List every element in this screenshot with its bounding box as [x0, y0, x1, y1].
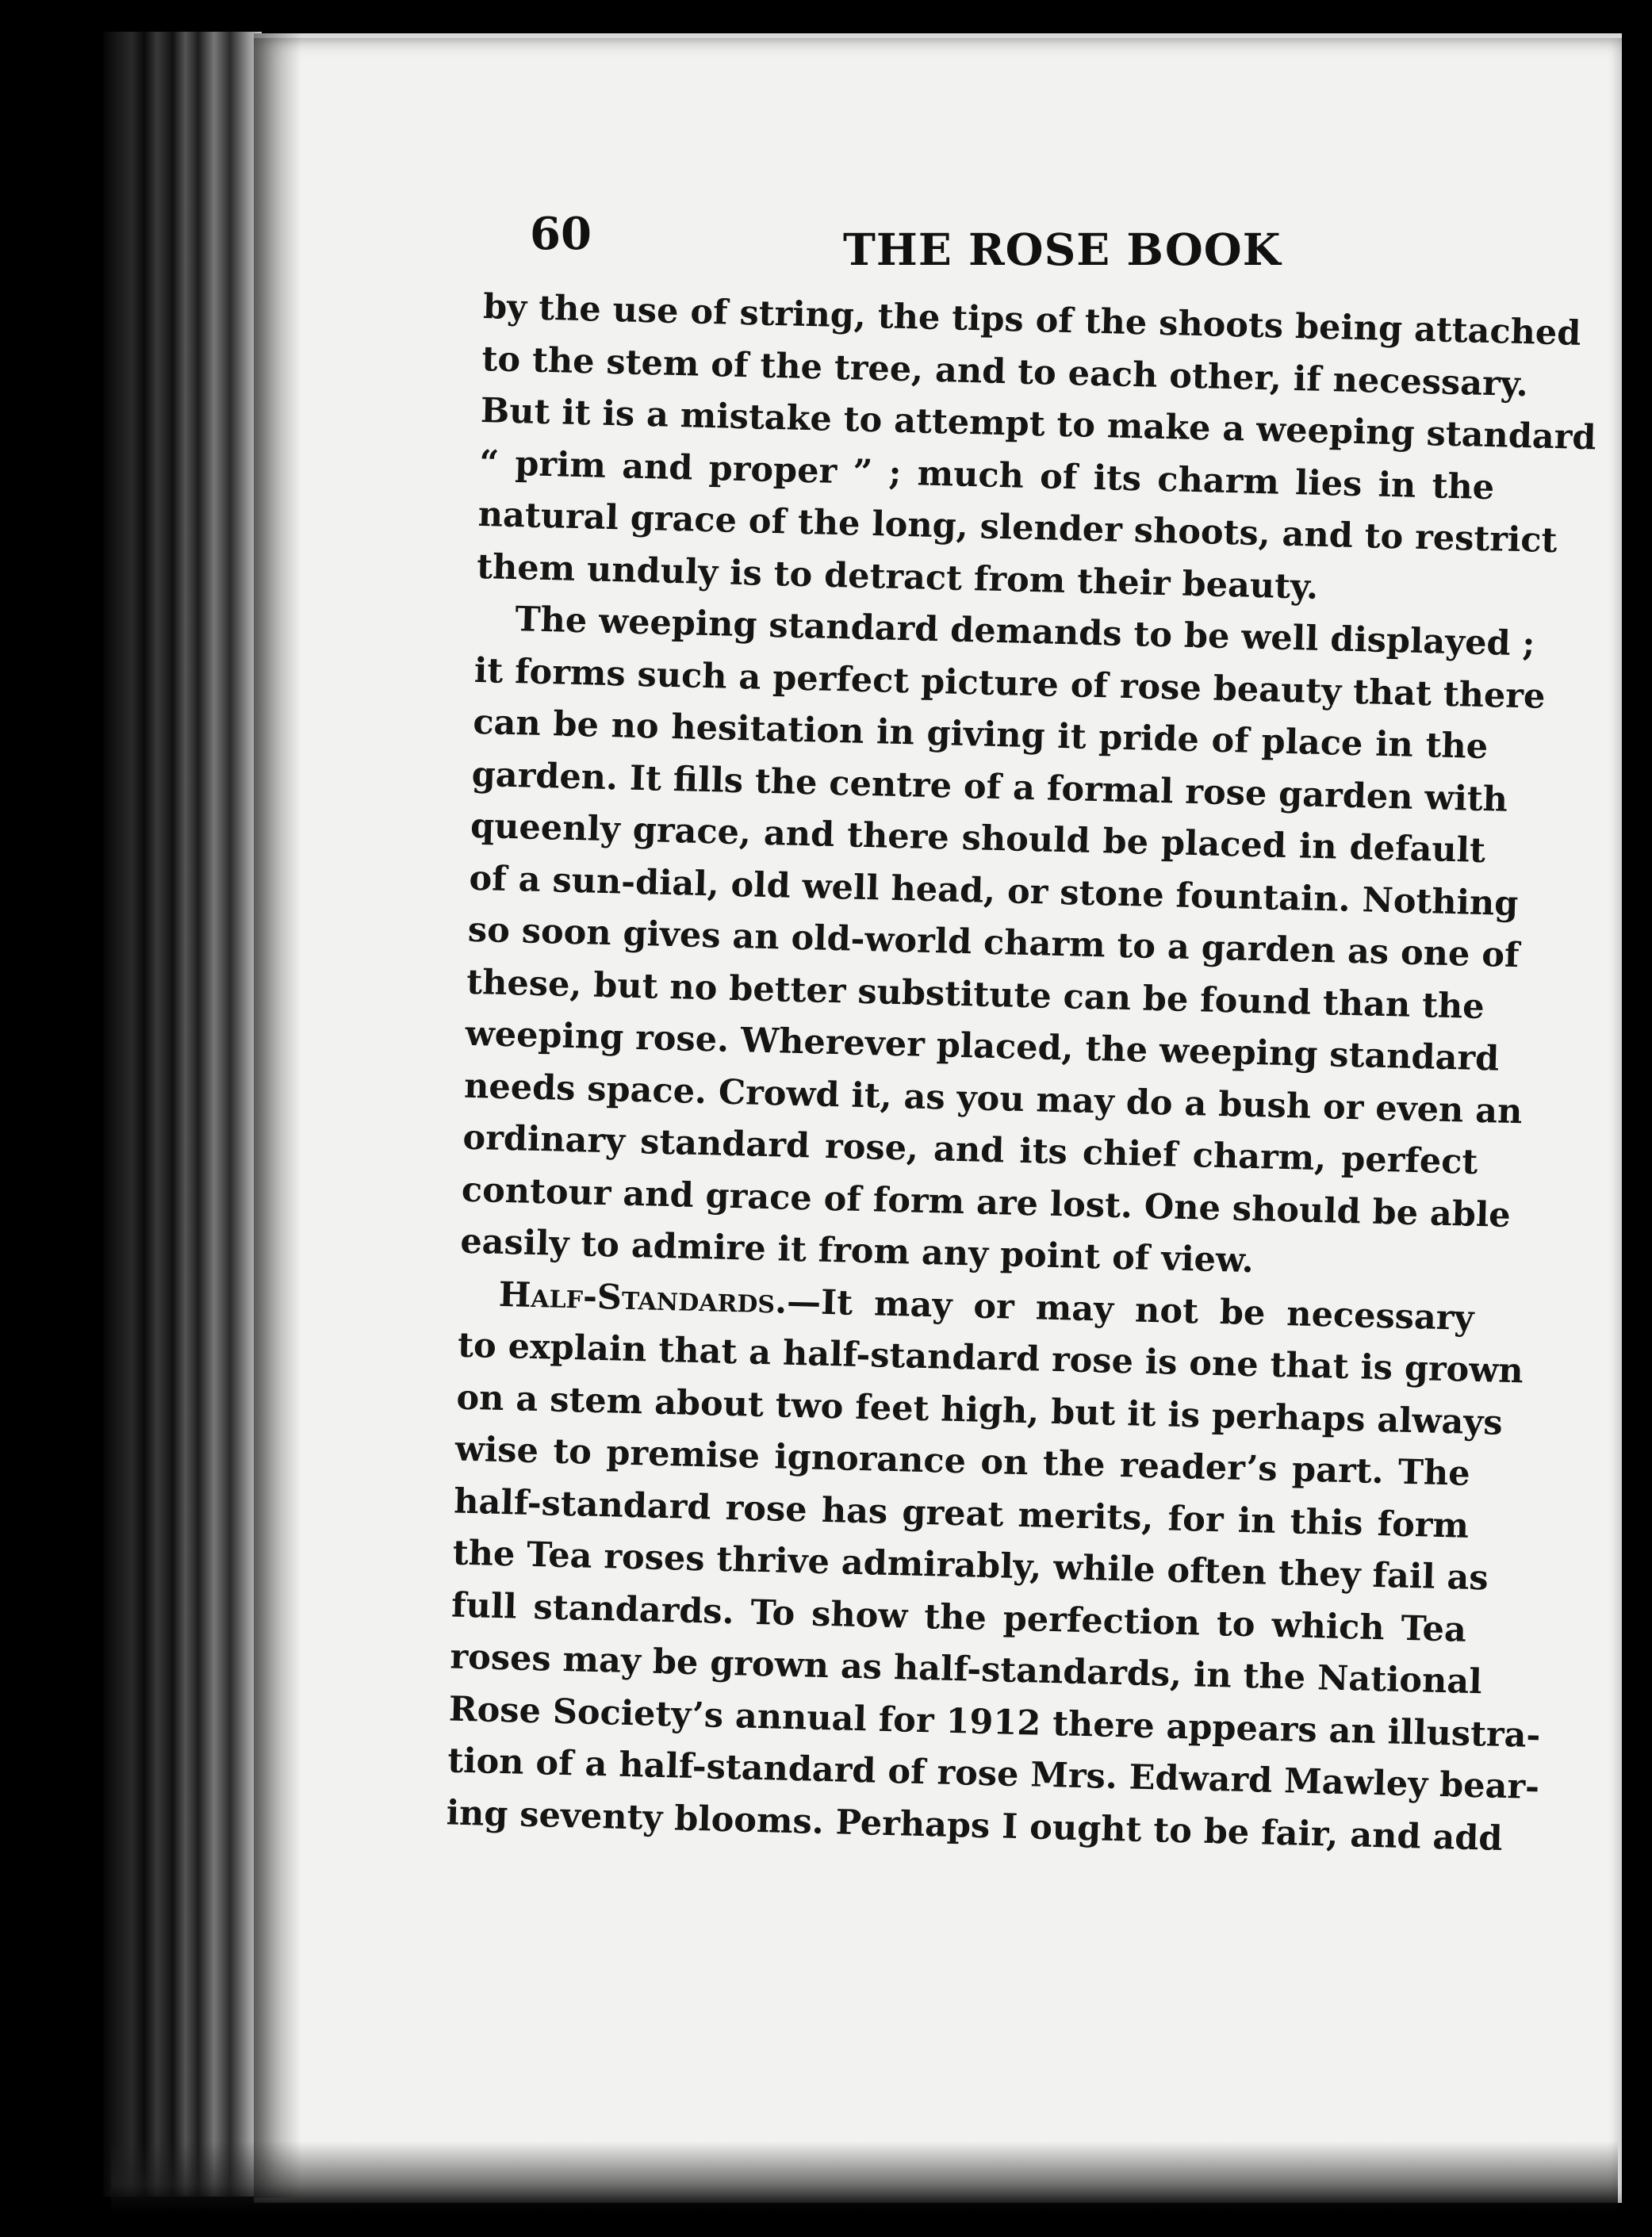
- text-line: of a sun-dial, old well head, or stone fountain. Nothing: [469, 858, 1519, 924]
- text-line: Rose Society’s annual for 1912 there appears an illustra-: [448, 1688, 1541, 1756]
- text-line: by the use of string, the tips of the shoots being attached: [482, 286, 1581, 354]
- text-line: tion of a half-standard of rose Mrs. Edward Mawley bear-: [447, 1741, 1540, 1808]
- text-line: on a stem about two feet high, but it is perhaps always: [456, 1377, 1504, 1443]
- text-line: contour and grace of form are lost. One should be able: [461, 1170, 1512, 1235]
- text-line: garden. It fills the centre of a formal rose garden with: [471, 754, 1508, 820]
- book-page-edges: [103, 32, 262, 2197]
- text-line: easily to admire it from any point of view.: [459, 1221, 1255, 1281]
- text-line: the Tea roses thrive admirably, while often they fail as: [452, 1533, 1489, 1599]
- section-heading: Half-Standards.: [498, 1274, 788, 1322]
- text-line: to the stem of the tree, and to each other, if necessary.: [481, 339, 1529, 404]
- spine-shadow: [254, 33, 301, 2198]
- text-line: it forms such a perfect picture of rose beauty that there: [473, 650, 1546, 717]
- body-text: [446, 282, 1597, 1864]
- scan-border-bottom: [111, 2141, 1618, 2212]
- text-line: The weeping standard demands to be well displayed ;: [514, 599, 1536, 665]
- text-line: these, but no better substitute can be found than the: [466, 962, 1485, 1027]
- text-line: “ prim and proper ” ; much of its charm lies in the: [478, 442, 1495, 508]
- text-line: needs space. Crowd it, as you may do a bush or even an: [463, 1066, 1523, 1132]
- text-line: weeping rose. Wherever placed, the weeping standard: [465, 1013, 1500, 1079]
- page-number: 60: [530, 208, 592, 260]
- text-line: natural grace of the long, slender shoots, and to restrict: [477, 494, 1558, 561]
- text-line: ordinary standard rose, and its chief charm, perfect: [462, 1117, 1478, 1182]
- text-line: roses may be grown as half-standards, in the National: [449, 1637, 1483, 1703]
- page-header: [530, 208, 1499, 295]
- text-line: queenly grace, and there should be placed in default: [470, 806, 1486, 871]
- text-line: But it is a mistake to attempt to make a weeping standard: [480, 390, 1597, 458]
- text-span: —It may or may not be necessary: [786, 1281, 1475, 1339]
- text-line: to explain that a half-standard rose is one that is grown: [457, 1325, 1524, 1392]
- text-line: half-standard rose has great merits, for in this form: [453, 1481, 1470, 1546]
- text-line: can be no hesitation in giving it pride of place in the: [472, 702, 1489, 768]
- running-head: THE ROSE BOOK: [843, 224, 1282, 275]
- scan-border-right: [1622, 0, 1652, 2237]
- text-line: so soon gives an old-world charm to a garden as one of: [467, 910, 1520, 976]
- text-line: full standards. To show the perfection to which Tea: [450, 1585, 1467, 1650]
- text-line: ing seventy blooms. Perhaps I ought to be fair, and add: [446, 1792, 1504, 1859]
- text-line: them unduly is to detract from their beauty.: [476, 546, 1319, 607]
- text-line: wise to premise ignorance on the reader’s part. The: [454, 1429, 1471, 1494]
